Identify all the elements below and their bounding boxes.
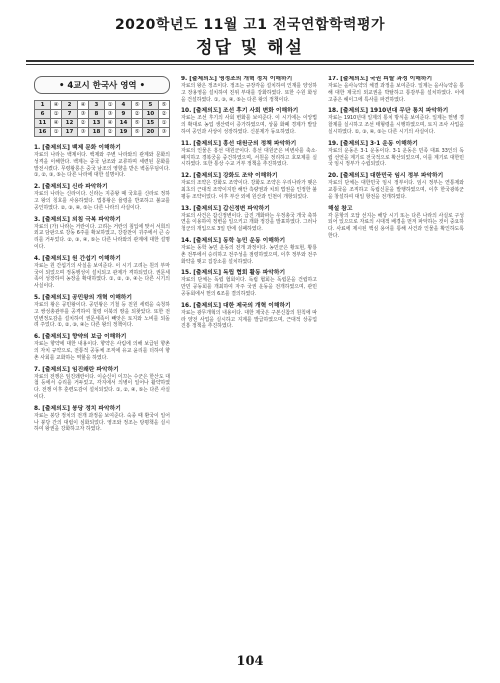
answer-choice: ②: [158, 110, 169, 119]
explanation-text: 자료의 단체는 대한민국 임시 정부이다. 임시 정부는 연통제와 교통국을 조직하고 독립신문을 발행하였으며, 이후 한국광복군을 창설하여 대일 항전을 전개하였다.: [328, 180, 464, 200]
explanation-item: [34, 217, 170, 251]
explanation-item: [328, 141, 464, 168]
explanation-heading: 5. [출제의도] 공민왕의 개혁 이해하기: [34, 294, 133, 301]
column-1-items: [34, 145, 170, 433]
explanation-text: 자료는 을사늑약의 체결 과정을 보여준다. 일제는 을사늑약을 통해 대한 제국의 외교권을 박탈하고 통감부를 설치하였다. 이에 고종은 헤이그에 특사를 파견하였다.: [328, 83, 464, 103]
text-column-2: [181, 76, 317, 636]
header-divider-thin: [26, 64, 474, 65]
answer-choice: ②: [131, 110, 142, 119]
explanation-heading: 10. [출제의도] 조선 후기 사회 변화 이해하기: [181, 108, 299, 115]
question-number: 2: [61, 101, 77, 110]
explanation-text: 자료의 단체는 독립 협회이다. 독립 협회는 독립문을 건립하고 만민 공동회를 개최하여 자주 국권 운동을 전개하였으며, 관민 공동회에서 헌의 6조를 결의하였다.: [181, 277, 317, 297]
question-number: 8: [88, 110, 104, 119]
explanation-text: 자료는 조선 후기의 사회 변화를 보여준다. 이 시기에는 이앙법의 확대로 농업 생산력이 증가하였으며, 상품 화폐 경제가 발달하여 공인과 사상이 성장하였다. 신분제가 동요하였다.: [181, 115, 317, 135]
explanation-text: 자료는 광무개혁의 내용이다. 대한 제국은 구본신참의 원칙에 따라 양전 사업을 실시하고 지계를 발급하였으며, 근대적 상공업 진흥 정책을 추진하였다.: [181, 309, 317, 330]
explanation-item: [34, 367, 170, 401]
explanation-text: 자료의 나라는 백제이다. 백제와 주변 나라와의 관계와 문화의 성격을 이해한다. 백제는 중국 남조와 교류하며 세련된 문화를 발전시켰다. 무령왕릉은 중국 남조의 영향을 받은 벽돌무덤이다. ①, ②, ③, ⑤는 다른 나라에 대한 설명이다.: [34, 152, 170, 179]
explanation-text: 자료는 1910년대 일제의 통치 방식을 보여준다. 일제는 헌병 경찰제를 실시하고 조선 태형령을 시행하였으며, 토지 조사 사업을 실시하였다. ①, ③, ④, ⑤는 다른 시기의 사실이다.: [328, 115, 464, 135]
answer-choice: ③: [77, 128, 88, 137]
explanation-text: 자료는 붕당 정치의 전개 과정을 보여준다. 숙종 때 환국이 일어나 붕당 간의 대립이 심화되었다. 영조와 정조는 탕평책을 실시하여 왕권을 강화하고자 하였다.: [34, 412, 170, 433]
explanation-heading: 8. [출제의도] 붕당 정치 파악하기: [34, 405, 121, 412]
explanation-heading: 20. [출제의도] 대한민국 임시 정부 파악하기: [328, 173, 444, 180]
explanation-heading: 12. [출제의도] 강화도 조약 이해하기: [181, 173, 278, 180]
answer-choice: ④: [77, 101, 88, 110]
explanation-heading: 3. [출제의도] 외침 극복 파악하기: [34, 216, 121, 223]
question-number: 20: [142, 128, 158, 137]
explanation-text: 각 문항의 오답 선지는 해당 시기 또는 다른 나라의 사실로 구성되어 있으므로 자료의 시대적 배경을 먼저 파악하는 것이 중요하다. 사료에 제시된 핵심 용어를 통해 사건과 인물을 확인하도록 한다.: [328, 212, 464, 239]
question-number: 9: [115, 110, 131, 119]
answer-choice: ①: [51, 110, 62, 119]
explanation-text: 자료의 (가) 나라는 거란이다. 고려는 거란의 침입에 맞서 서희의 외교 담판으로 강동 6주를 확보하였고, 강감찬이 귀주에서 큰 승리를 거두었다. ②, ③, ④, ⑤는 다른 나라와의 관계에 대한 설명이다.: [34, 223, 170, 250]
explanation-heading: 4. [출제의도] 원 간섭기 이해하기: [34, 255, 121, 262]
explanation-heading: 18. [출제의도] 1910년대 무단 통치 파악하기: [328, 108, 449, 115]
explanation-text: 자료의 조약은 강화도 조약이다. 강화도 조약은 우리나라가 맺은 최초의 근대적 조약이지만 해안 측량권과 치외 법권을 인정한 불평등 조약이었다. 이후 부산 외에 원산과 인천이 개항되었다.: [181, 180, 317, 200]
explanation-text: 자료는 향약에 대한 내용이다. 향약은 사림에 의해 보급된 향촌의 자치 규약으로, 전통적 공동체 조직에 유교 윤리를 더하여 향촌 사회를 교화하는 역할을 하였다.: [34, 341, 170, 361]
explanation-heading: 7. [출제의도] 임진왜란 파악하기: [34, 366, 119, 373]
answer-row: [35, 119, 170, 128]
explanation-heading: 해설 참고: [328, 205, 353, 212]
explanation-heading: 1. [출제의도] 백제 문화 이해하기: [34, 145, 121, 151]
answer-choice: ②: [77, 119, 88, 128]
text-column-3: [328, 76, 464, 636]
answer-choice: ③: [158, 128, 169, 137]
column-2-items: [181, 76, 317, 330]
explanation-item: [328, 173, 464, 200]
answer-choice: ⑤: [158, 101, 169, 110]
explanation-item: [328, 206, 464, 240]
explanation-heading: 17. [출제의도] 국권 피탈 과정 이해하기: [328, 76, 433, 82]
explanation-text: 자료는 원 간섭기의 사실을 보여준다. 이 시기 고려는 원의 부마국이 되었으며 정동행성이 설치되고 관제가 격하되었다. 권문세족이 성장하여 농장을 확대하였다. ①, ②, ③, ④는 다른 시기의 사실이다.: [34, 262, 170, 290]
explanation-text: 자료의 전쟁은 임진왜란이다. 이순신이 이끄는 수군은 한산도 대첩 등에서 승리를 거두었고, 각지에서 의병이 일어나 활약하였다. 전쟁 이후 훈련도감이 설치되었다. ①, ②, ④, ⑤는 다른 사실이다.: [34, 373, 170, 400]
question-number: 12: [61, 119, 77, 128]
answer-choice: ④: [51, 119, 62, 128]
explanation-heading: 16. [출제의도] 대한 제국의 개혁 이해하기: [181, 302, 291, 309]
explanation-item: [181, 173, 317, 200]
text-column-1: [34, 76, 170, 636]
exam-title: 2020학년도 11월 고1 전국연합학력평가: [114, 17, 386, 33]
explanation-item: [181, 108, 317, 135]
explanation-item: [181, 270, 317, 297]
answer-choice: ③: [104, 110, 115, 119]
explanation-heading: 2. [출제의도] 신라 파악하기: [34, 184, 108, 191]
explanation-heading: 14. [출제의도] 동학 농민 운동 이해하기: [181, 237, 286, 244]
explanation-heading: 19. [출제의도] 3·1 운동 이해하기: [328, 140, 418, 147]
explanation-item: [34, 256, 170, 290]
explanation-item: [328, 108, 464, 135]
question-number: 11: [35, 119, 51, 128]
answer-choice: ①: [158, 119, 169, 128]
question-number: 15: [142, 119, 158, 128]
explanation-item: [181, 141, 317, 168]
explanation-item: [181, 303, 317, 330]
question-number: 10: [142, 110, 158, 119]
answer-choice: ③: [77, 110, 88, 119]
explanation-item: [34, 295, 170, 329]
answer-choice: ⑤: [131, 119, 142, 128]
explanation-text: 자료의 인물은 흥선 대원군이다. 흥선 대원군은 비변사를 축소·폐지하고 경복궁을 중건하였으며, 서원을 정리하고 호포제를 실시하였다. 또한 통상 수교 거부 정책을 추진하였다.: [181, 147, 317, 168]
explanation-item: [181, 238, 317, 265]
question-number: 1: [35, 101, 51, 110]
explanation-heading: 11. [출제의도] 흥선 대원군의 정책 파악하기: [181, 140, 297, 147]
question-number: 7: [61, 110, 77, 119]
explanation-heading: 15. [출제의도] 독립 협회 활동 파악하기: [181, 270, 286, 277]
answer-choice: ①: [51, 128, 62, 137]
question-number: 6: [35, 110, 51, 119]
header-divider: [26, 60, 474, 62]
question-number: 17: [61, 128, 77, 137]
question-number: 5: [142, 101, 158, 110]
answer-row: [35, 110, 170, 119]
answer-row: [35, 101, 170, 110]
page-number: 104: [236, 654, 264, 669]
explanation-heading: 9. [출제의도] 영정조의 개혁 정치 이해하기: [181, 76, 293, 82]
explanation-text: 자료의 왕은 정조이다. 정조는 규장각을 설치하여 인재를 양성하고 장용영을 설치하여 친위 부대를 강화하였다. 또한 수원 화성을 건설하였다. ①, ③, ④, ⑤는 다른 왕의 정책이다.: [181, 83, 317, 103]
answer-choice: ⑤: [131, 101, 142, 110]
explanation-item: [34, 406, 170, 433]
explanation-item: [181, 206, 317, 233]
question-number: 18: [88, 128, 104, 137]
explanation-item: [34, 184, 170, 211]
question-number: 4: [115, 101, 131, 110]
question-number: 14: [115, 119, 131, 128]
explanation-item: [34, 145, 170, 179]
column-3-items: [328, 76, 464, 240]
explanation-text: 자료의 왕은 공민왕이다. 공민왕은 기철 등 친원 세력을 숙청하고 쌍성총관부를 공격하여 철령 이북의 땅을 되찾았다. 또한 전민변정도감을 설치하여 권문세족이 빼앗은 토지와 노비를 되돌려 주었다. ①, ②, ③, ④는 다른 왕의 정책이다.: [34, 301, 170, 329]
answer-choice: ④: [51, 101, 62, 110]
answer-row: [35, 128, 170, 137]
answer-table: [34, 100, 170, 137]
explanation-item: [34, 334, 170, 361]
answer-choice: ②: [104, 128, 115, 137]
explanation-heading: 6. [출제의도] 향약의 보급 이해하기: [34, 334, 127, 341]
answer-choice: ④: [104, 119, 115, 128]
explanation-item: [328, 76, 464, 103]
question-number: 13: [88, 119, 104, 128]
answer-choice: ①: [104, 101, 115, 110]
explanation-text: 자료의 운동은 3·1 운동이다. 3·1 운동은 민족 대표 33인의 독립 선언을 계기로 전국적으로 확산되었으며, 이를 계기로 대한민국 임시 정부가 수립되었다.: [328, 147, 464, 168]
explanation-item: [181, 76, 317, 103]
section-title: • 4교시 한국사 영역 •: [34, 76, 170, 94]
question-number: 19: [115, 128, 131, 137]
explanation-text: 자료는 동학 농민 운동의 전개 과정이다. 농민군은 황토현, 황룡촌 전투에서 승리하고 전주성을 점령하였으며, 이후 정부와 전주 화약을 맺고 집강소를 설치하였다.: [181, 244, 317, 265]
question-number: 3: [88, 101, 104, 110]
answer-choice: ⑤: [131, 128, 142, 137]
explanation-text: 자료의 나라는 신라이다. 신라는 지증왕 때 국호를 신라로 정하고 왕의 칭호를 사용하였다. 법흥왕은 율령을 반포하고 불교를 공인하였다. ②, ③, ④, ⑤는 다른 나라의 사실이다.: [34, 191, 170, 211]
explanation-heading: 13. [출제의도] 갑신정변 파악하기: [181, 205, 270, 212]
page-subtitle: 정답 및 해설: [196, 38, 304, 58]
question-number: 16: [35, 128, 51, 137]
explanation-text: 자료의 사건은 갑신정변이다. 급진 개화파는 우정총국 개국 축하연을 이용하여 정변을 일으키고 개화 정강을 발표하였다. 그러나 청군의 개입으로 3일 만에 실패하였다.: [181, 212, 317, 233]
